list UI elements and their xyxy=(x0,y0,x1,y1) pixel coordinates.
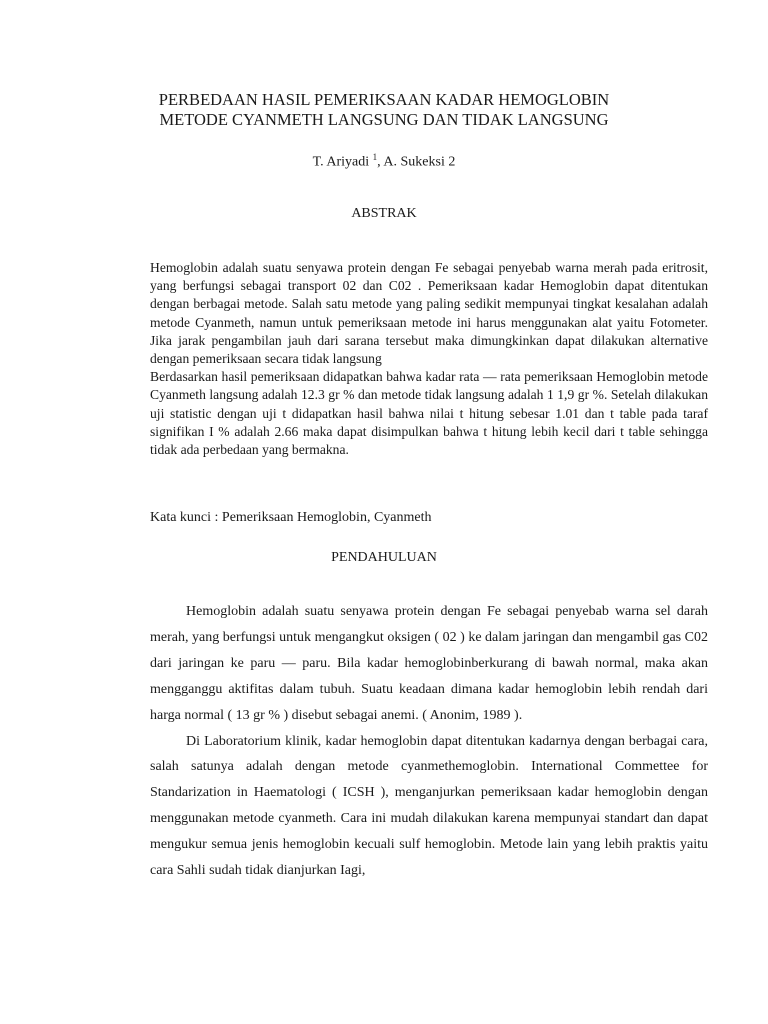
introduction-paragraph-1: Hemoglobin adalah suatu senyawa protein dengan Fe sebagai penyebab warna sel darah merah, yang berfungsi untuk mengangkut oksigen ( 02 ) ke dalam jaringan dan mengambil gas C02 dari jaringan ke paru — paru. Bila kadar hemoglobinberkurang di bawah normal, maka akan mengganggu aktifitas dalam tubuh. Suatu keadaan dimana kadar hemoglobin lebih rendah dari harga normal ( 13 gr % ) disebut sebagai anemi. ( Anonim, 1989 ). xyxy=(150,604,708,723)
author-1: T. Ariyadi xyxy=(312,154,370,170)
paper-title xyxy=(0,90,768,130)
author-1-affiliation: 1 xyxy=(372,152,378,162)
introduction-heading: PENDAHULUAN xyxy=(331,550,437,565)
keywords: Kata kunci : Pemeriksaan Hemoglobin, Cyanmeth xyxy=(150,510,432,525)
title-line-1: PERBEDAAN HASIL PEMERIKSAAN KADAR HEMOGLOBIN xyxy=(158,90,610,109)
abstract-paragraph-2: Berdasarkan hasil pemeriksaan didapatkan bahwa kadar rata — rata pemeriksaan Hemoglobin metode Cyanmeth langsung adalah 12.3 gr % dan metode tidak langsung adalah 1 1,9 gr %. Setelah dilakukan uji statistic dengan uji t didapatkan hasil bahwa nilai t hitung sebesar 1.01 dan t table pada taraf signifikan I % adalah 2.66 maka dapat disimpulkan bahwa t hitung lebih kecil dari t table sehingga tidak ada perbedaan yang bermakna. xyxy=(150,369,708,458)
introduction-paragraph-2: Di Laboratorium klinik, kadar hemoglobin dapat ditentukan kadarnya dengan berbagai cara, salah satunya adalah dengan metode cyanmethemoglobin. International Commettee for Standarization in Haematologi ( ICSH ), menganjurkan pemeriksaan kadar hemoglobin dengan menggunakan metode cyanmeth. Cara ini mudah dilakukan karena mempunyai standart dan dapat mengukur semua jenis hemoglobin kecuali sulf hemoglobin. Metode lain yang lebih praktis yaitu cara Sahli sudah tidak dianjurkan Iagi, xyxy=(150,733,708,879)
abstract-heading: ABSTRAK xyxy=(351,206,417,221)
author-line xyxy=(0,152,768,171)
abstract-body xyxy=(150,259,708,459)
abstract-paragraph-1: Hemoglobin adalah suatu senyawa protein dengan Fe sebagai penyebab warna merah pada eritrosit, yang berfungsi sebagai transport 02 dan C02 . Pemeriksaan kadar Hemoglobin dapat ditentukan dengan berbagai metode. Salah satu metode yang paling sedikit mempunyai tingkat kesalahan adalah metode Cyanmeth, namun untuk pemeriksaan metode ini harus menggunakan alat yaitu Fotometer. Jika jarak pengambilan jauh dari sarana tersebut maka dimungkinkan dapat dilakukan alternative dengan pemeriksaan secara tidak langsung xyxy=(150,260,708,367)
title-line-2: METODE CYANMETH LANGSUNG DAN TIDAK LANGSUNG xyxy=(159,110,609,129)
author-2: , A. Sukeksi 2 xyxy=(377,154,456,170)
introduction-body xyxy=(150,599,708,884)
